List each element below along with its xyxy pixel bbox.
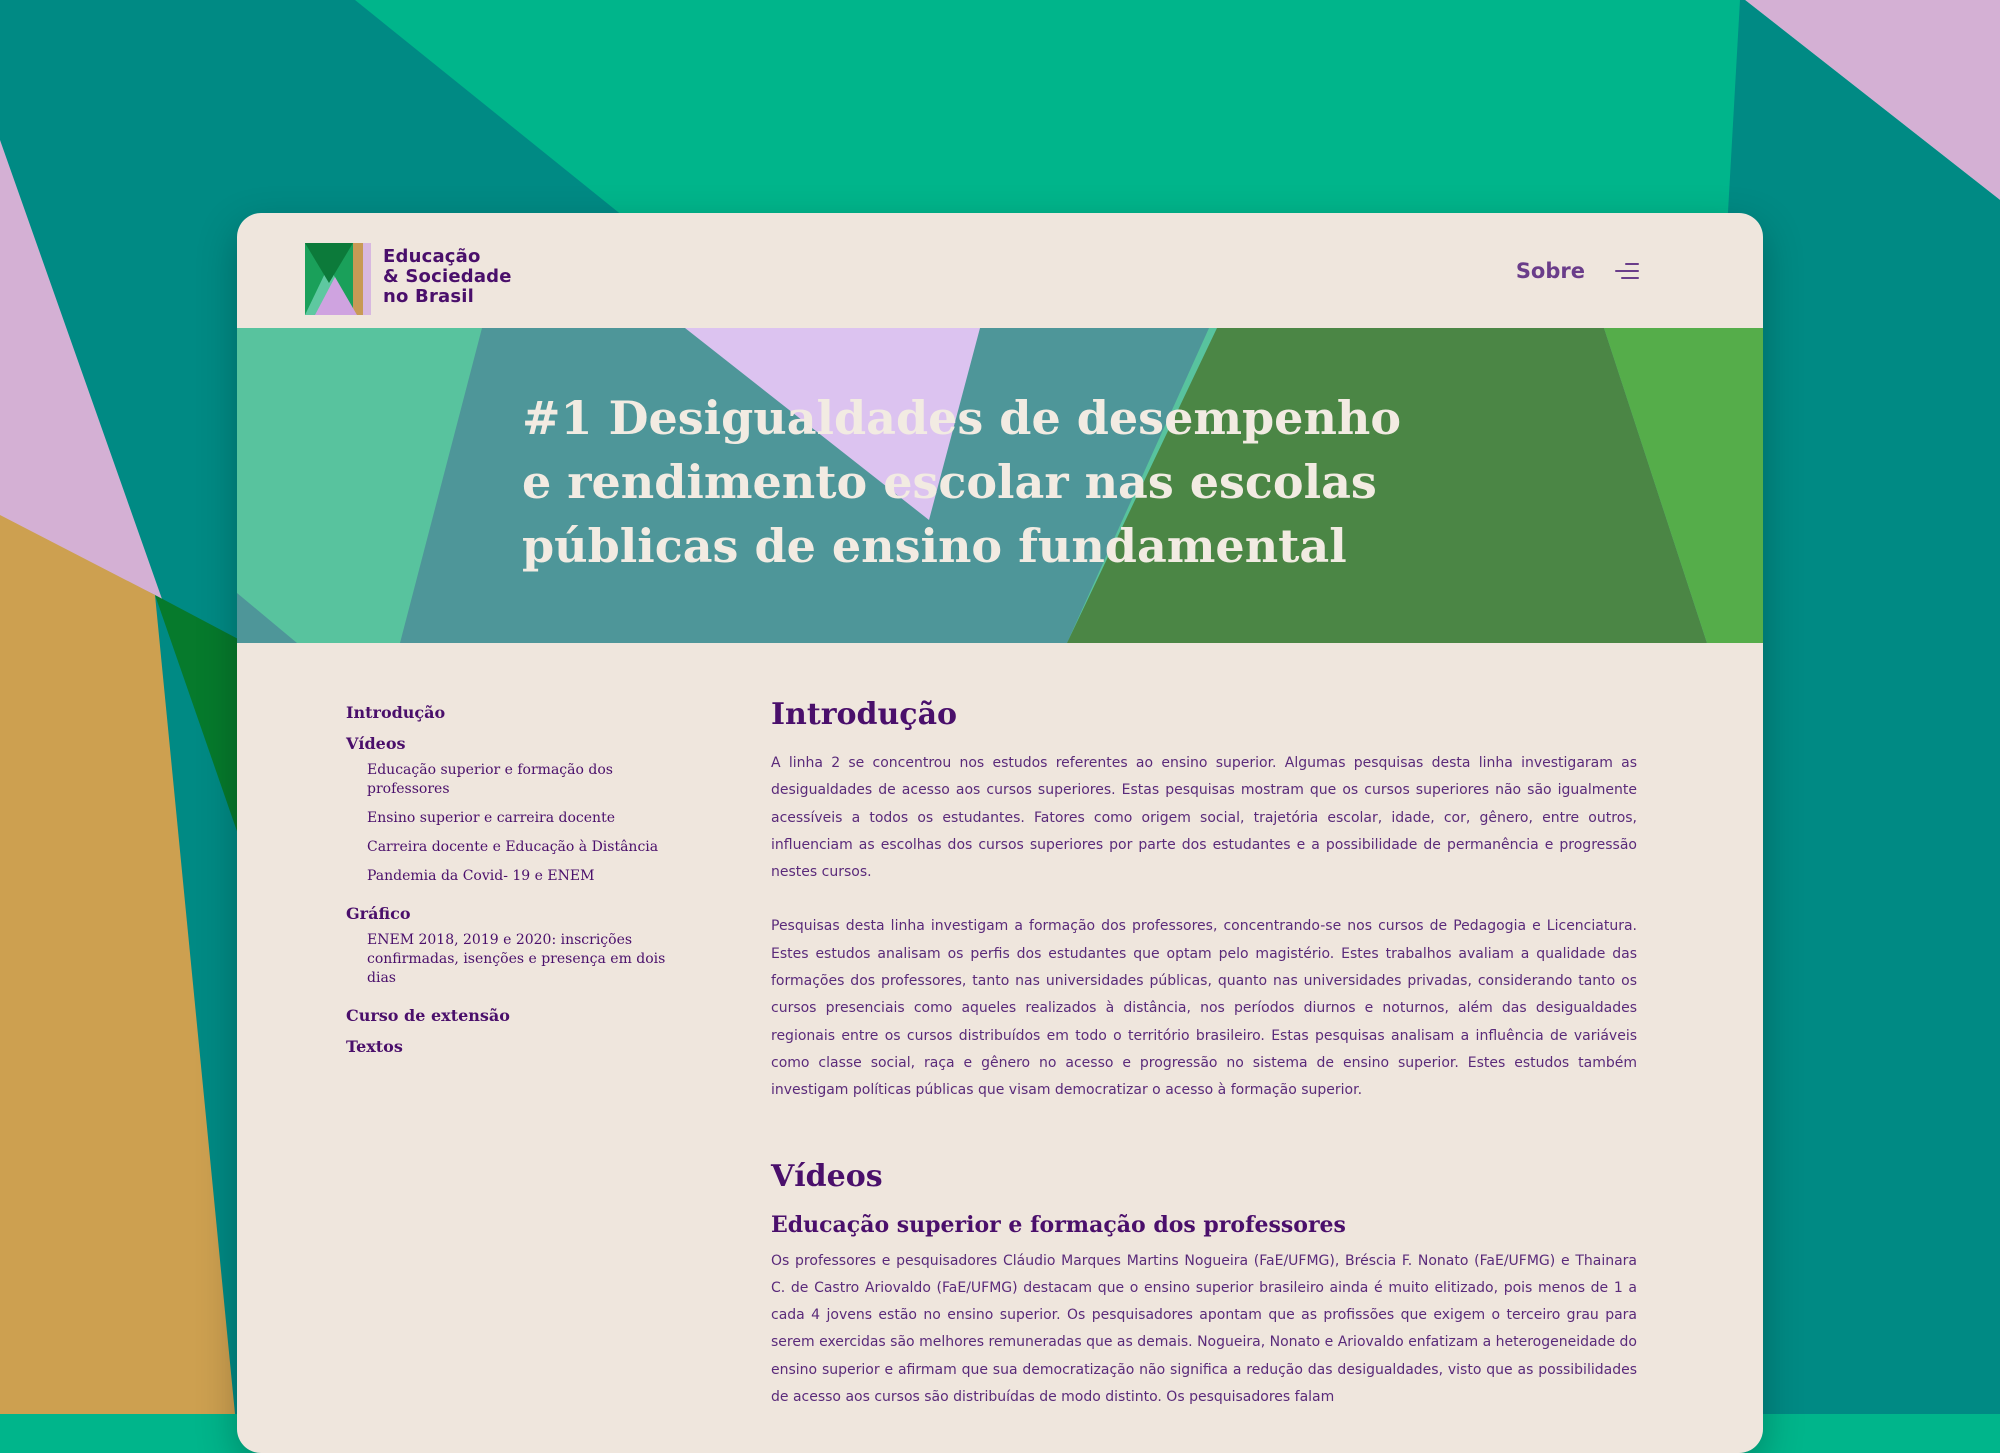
section-heading-introducao: Introdução bbox=[771, 697, 958, 732]
hamburger-menu-icon[interactable] bbox=[1615, 260, 1639, 282]
logo-line-1: Educação bbox=[383, 246, 481, 267]
table-of-contents bbox=[346, 703, 686, 1068]
title-line-2: e rendimento escolar nas escolas bbox=[522, 455, 1377, 509]
toc-grafico-item[interactable]: ENEM 2018, 2019 e 2020: inscrições confirmadas, isenções e presença em dois dias bbox=[367, 932, 666, 986]
logo-wordmark bbox=[383, 247, 512, 307]
hero-banner bbox=[237, 328, 1763, 643]
toc-curso-extensao[interactable]: Curso de extensão bbox=[346, 1006, 510, 1025]
logo-line-2: & Sociedade bbox=[383, 266, 512, 287]
nav-sobre-link[interactable]: Sobre bbox=[1515, 258, 1585, 283]
page-card bbox=[237, 213, 1763, 1453]
toc-video-item[interactable]: Educação superior e formação dos professores bbox=[367, 762, 613, 797]
toc-video-item[interactable]: Pandemia da Covid- 19 e ENEM bbox=[367, 868, 595, 884]
subsection-heading-video-1: Educação superior e formação dos professores bbox=[771, 1211, 1346, 1238]
intro-paragraph-1: A linha 2 se concentrou nos estudos referentes ao ensino superior. Algumas pesquisas desta linha investigaram as desigualdades de acesso aos cursos superiores. Estas pesquisas mostram que os cursos superiores não são igualmente acessíveis a todos os estudantes. Fatores como origem social, trajetória escolar, idade, cor, gênero, entre outros, influenciam as escolhas dos cursos superiores por parte dos estudantes e a possibilidade de permanência e progressão nestes cursos. bbox=[771, 755, 1637, 881]
section-heading-videos: Vídeos bbox=[771, 1158, 883, 1194]
article-body bbox=[771, 697, 1637, 1438]
toc-videos[interactable]: Vídeos bbox=[346, 734, 406, 753]
title-line-1: #1 Desigualdades de desempenho bbox=[522, 391, 1402, 445]
logo-mark-icon bbox=[305, 243, 371, 315]
toc-grafico[interactable]: Gráfico bbox=[346, 904, 411, 923]
toc-textos[interactable]: Textos bbox=[346, 1037, 403, 1056]
toc-video-item[interactable]: Ensino superior e carreira docente bbox=[367, 810, 615, 826]
toc-introducao[interactable]: Introdução bbox=[346, 703, 446, 722]
site-logo[interactable] bbox=[305, 243, 512, 315]
intro-paragraph-2: Pesquisas desta linha investigam a formação dos professores, concentrando-se nos cursos de Pedagogia e Licenciatura. Estes estudos analisam os perfis dos estudantes que optam pelo magistério. Estes trabalhos avaliam a qualidade das formações dos professores, tanto nas universidades públicas, quanto nas universidades privadas, considerando tanto os cursos presenciais como aqueles realizados à distância, nos períodos diurnos e noturnos, além das desigualdades regionais entre os cursos distribuídos em todo o território brasileiro. Estas pesquisas analisam a influência de variáveis como classe social, raça e gênero no acesso e progressão no sistema de ensino superior. Estes estudos também investigam políticas públicas que visam democratizar o acesso à formação superior. bbox=[771, 918, 1637, 1099]
toc-video-item[interactable]: Carreira docente e Educação à Distância bbox=[367, 839, 659, 855]
site-header bbox=[237, 213, 1763, 328]
title-line-3: públicas de ensino fundamental bbox=[522, 519, 1347, 573]
video-1-paragraph: Os professores e pesquisadores Cláudio Marques Martins Nogueira (FaE/UFMG), Bréscia F. Nonato (FaE/UFMG) e Thainara C. de Castro Ariovaldo (FaE/UFMG) destacam que o ensino superior brasileiro ainda é muito elitizado, pois menos de 1 a cada 4 jovens estão no ensino superior. Os pesquisadores apontam que as profissões que exigem o terceiro grau para serem exercidas são melhores remuneradas que as demais. Nogueira, Nonato e Ariovaldo enfatizam a heterogeneidade do ensino superior e afirmam que sua democratização não significa a redução das desigualdades, visto que as possibilidades de acesso aos cursos são distribuídas de modo distinto. Os pesquisadores falam bbox=[771, 1252, 1637, 1406]
page-title bbox=[522, 386, 1522, 578]
logo-line-3: no Brasil bbox=[383, 286, 475, 307]
